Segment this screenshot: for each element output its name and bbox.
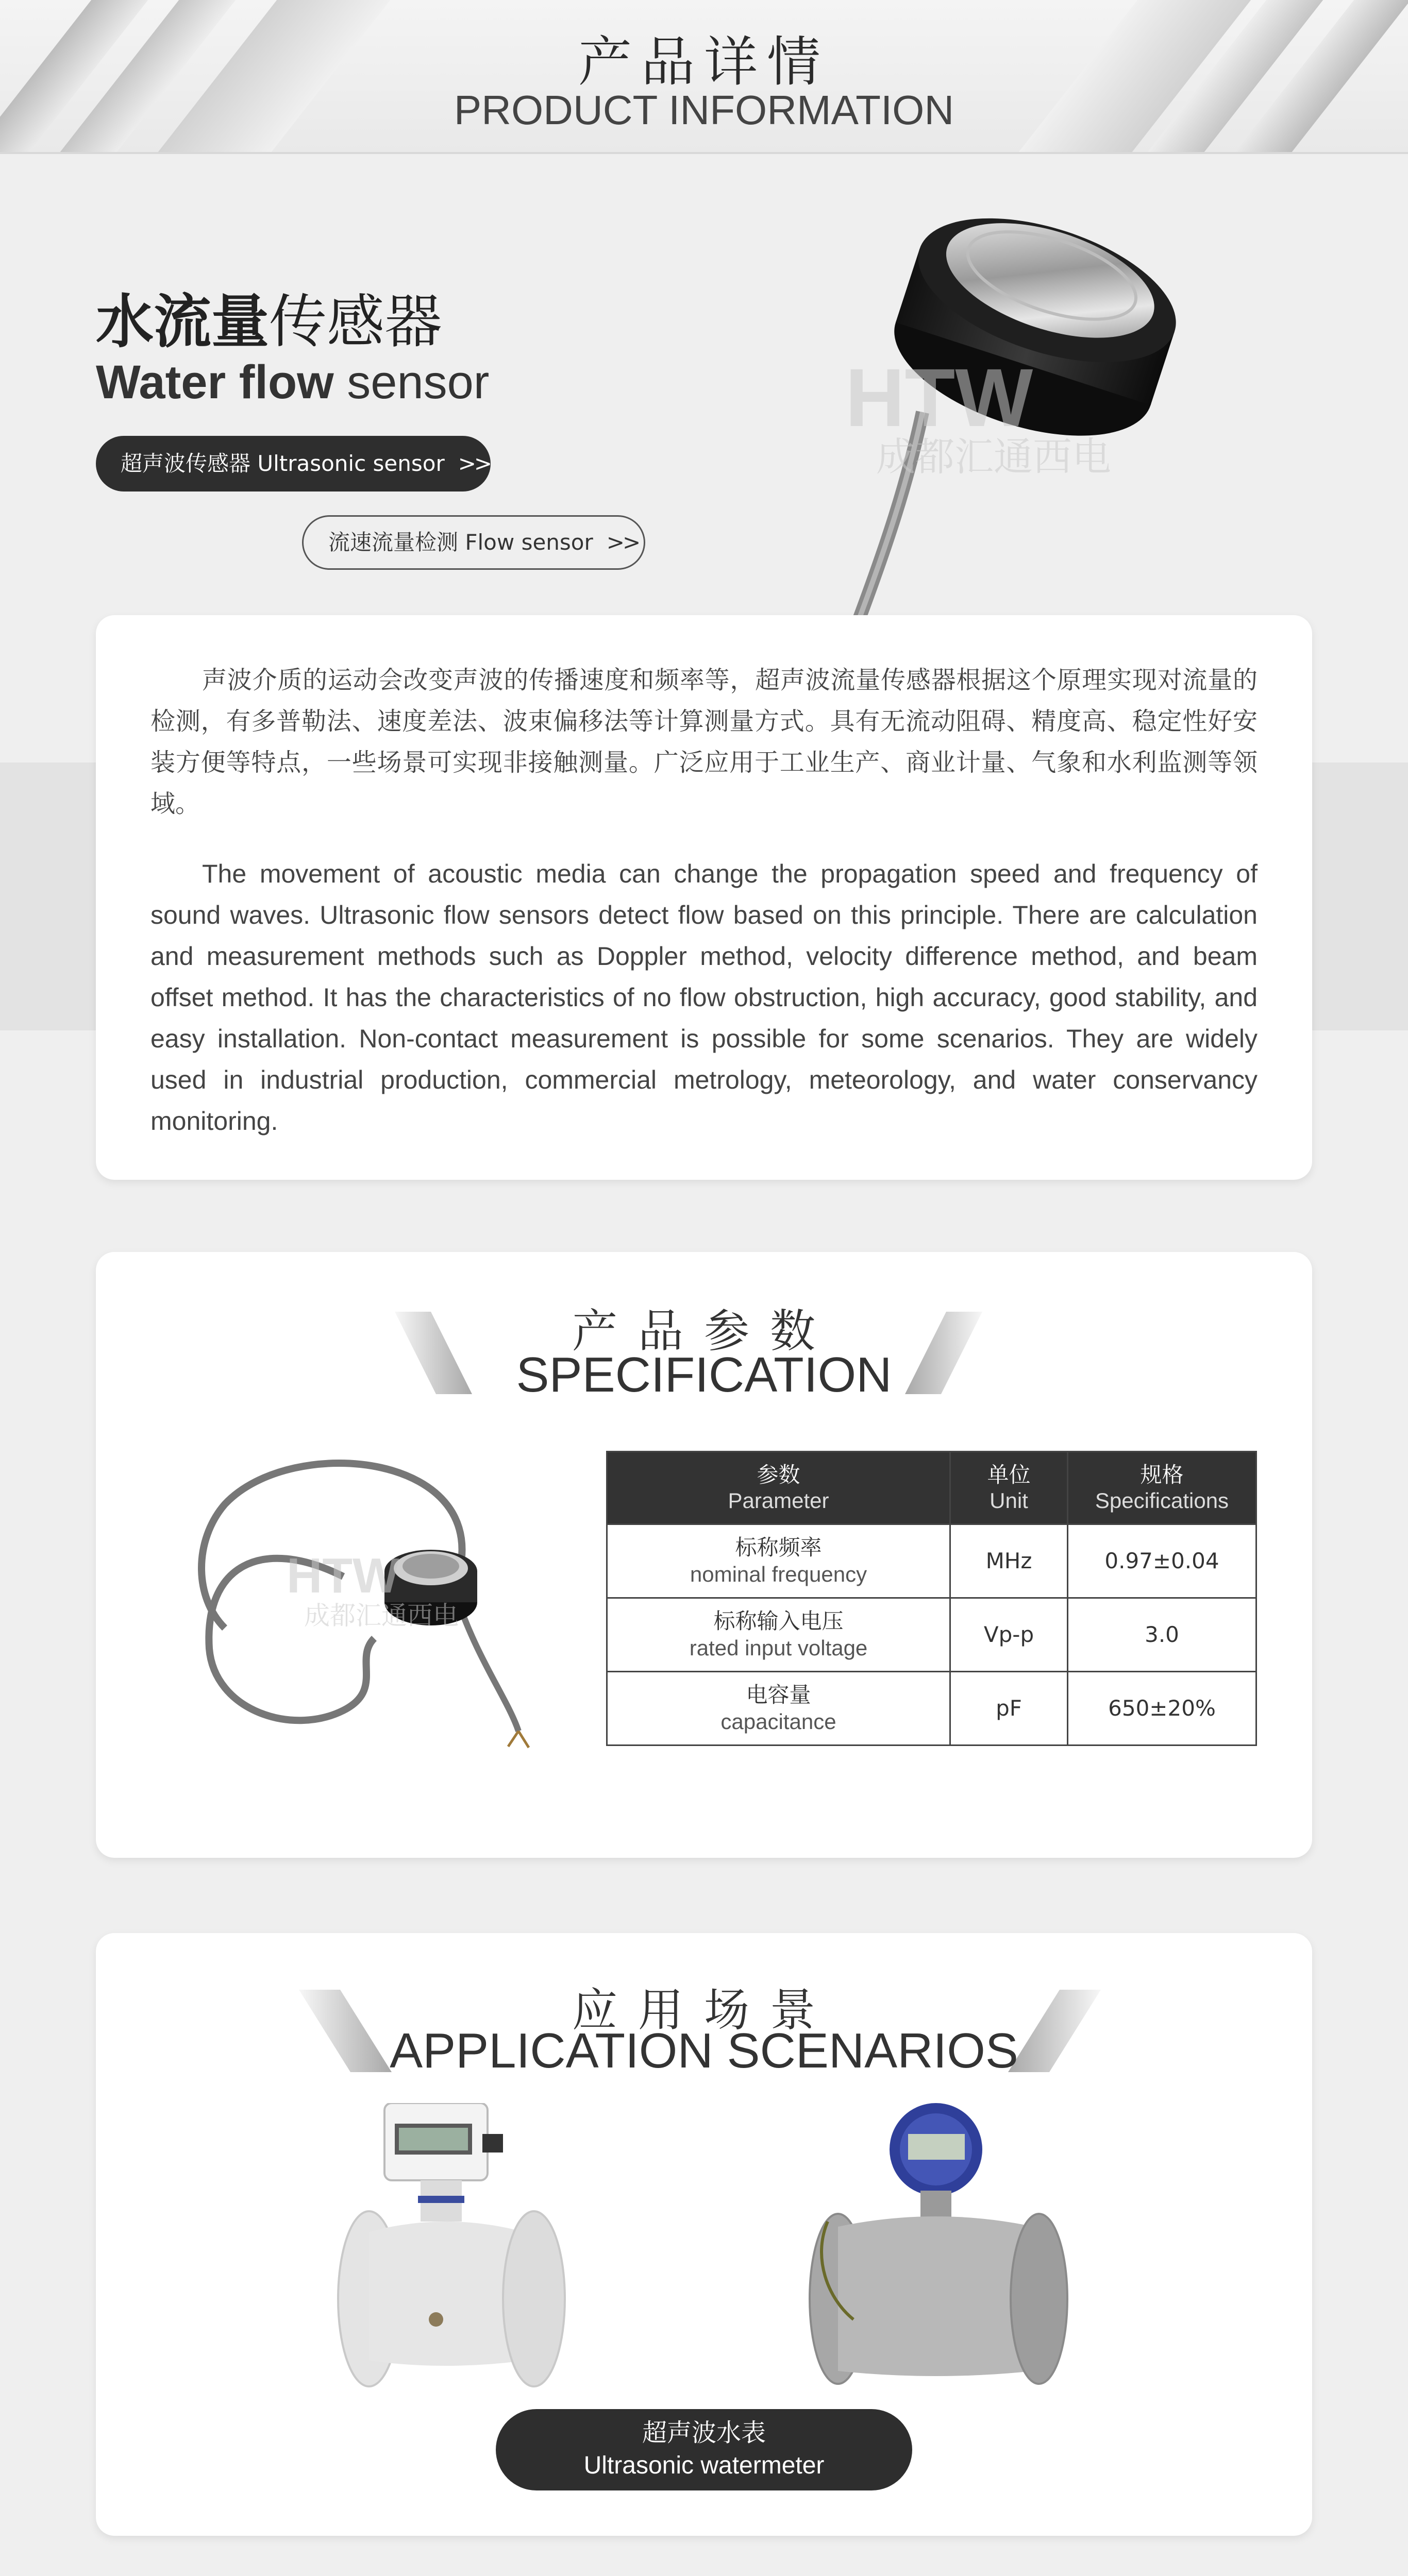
steel-flowmeter-image <box>807 2103 1075 2392</box>
column-header: 规格 Specifications <box>1068 1452 1256 1524</box>
white-flowmeter-image <box>333 2103 580 2392</box>
unit-cell: Vp-p <box>950 1598 1068 1672</box>
tag-label: 超声波传感器 Ultrasonic sensor <box>121 451 445 476</box>
parameter-cell: 标称输入电压 rated input voltage <box>607 1598 950 1672</box>
table-row <box>607 1598 1256 1672</box>
table-header-row <box>607 1452 1256 1524</box>
intro-paragraph-en: The movement of acoustic media can change the propagation speed and frequency of sound waves. Ultrasonic flow sensors detect flow based on this principle. There are calculation and measurement methods such as Doppler method, velocity difference method, and beam offset method. It has the characteristics of no flow obstruction, high accuracy, good stability, and easy installation. Non-contact measurement is possible for some scenarios. They are widely used in industrial production, commercial metrology, meteorology, and water conservancy monitoring. <box>150 859 1258 1136</box>
spec-title-en: SPECIFICATION <box>516 1347 892 1402</box>
header-title-en: PRODUCT INFORMATION <box>454 87 954 133</box>
watermark-logo: HTW <box>845 351 1033 444</box>
header-title-cn: 产品详情 <box>578 30 830 93</box>
tag-label: 流速流量检测 Flow sensor <box>328 530 593 555</box>
intro-paragraph-cn: 声波介质的运动会改变声波的传播速度和频率等，超声波流量传感器根据这个原理实现对流量的检测，有多普勒法、速度差法、波束偏移法等计算测量方式。具有无流动阻碍、精度高、稳定性好安装方便等特点，一些场景可实现非接触测量。广泛应用于工业生产、商业计量、气象和水利监测等领域。 <box>150 666 1258 818</box>
page-header <box>0 0 1408 154</box>
ultrasonic-watermeter-label <box>496 2409 912 2490</box>
unit-cell: MHz <box>950 1524 1068 1598</box>
table-row <box>607 1524 1256 1598</box>
watermark-logo: HTW <box>287 1548 399 1603</box>
label-cn: 超声波水表 <box>642 2418 766 2447</box>
product-title-cn: 水流量传感器 <box>96 289 442 355</box>
parameter-cell: 标称频率 nominal frequency <box>607 1524 950 1598</box>
table-row <box>607 1672 1256 1745</box>
spec-title-cn: 产品参数 <box>572 1304 836 1358</box>
ultrasonic-sensor-tag[interactable] <box>96 436 491 492</box>
column-header: 参数 Parameter <box>607 1452 950 1524</box>
watermark-text: 成都汇通西电 <box>876 435 1111 479</box>
unit-cell: pF <box>950 1672 1068 1745</box>
label-en: Ultrasonic watermeter <box>583 2452 825 2479</box>
specification-card <box>96 1252 1312 1858</box>
application-card <box>96 1933 1312 2536</box>
chevron-right-icon: >> <box>458 451 491 476</box>
flow-sensor-tag[interactable] <box>302 515 645 570</box>
value-cell: 0.97±0.04 <box>1068 1524 1256 1598</box>
column-header: 单位 Unit <box>950 1452 1068 1524</box>
application-title-en: APPLICATION SCENARIOS <box>390 2023 1018 2078</box>
specification-table <box>606 1451 1257 1746</box>
application-title-cn: 应用场景 <box>572 1984 836 2037</box>
parameter-cell: 电容量 capacitance <box>607 1672 950 1745</box>
watermark-text: 成都汇通西电 <box>304 1601 459 1630</box>
chevron-right-icon: >> <box>606 530 639 555</box>
product-title-en: Water flow sensor <box>96 356 490 409</box>
intro-card <box>96 615 1312 1180</box>
value-cell: 650±20% <box>1068 1672 1256 1745</box>
value-cell: 3.0 <box>1068 1598 1256 1672</box>
